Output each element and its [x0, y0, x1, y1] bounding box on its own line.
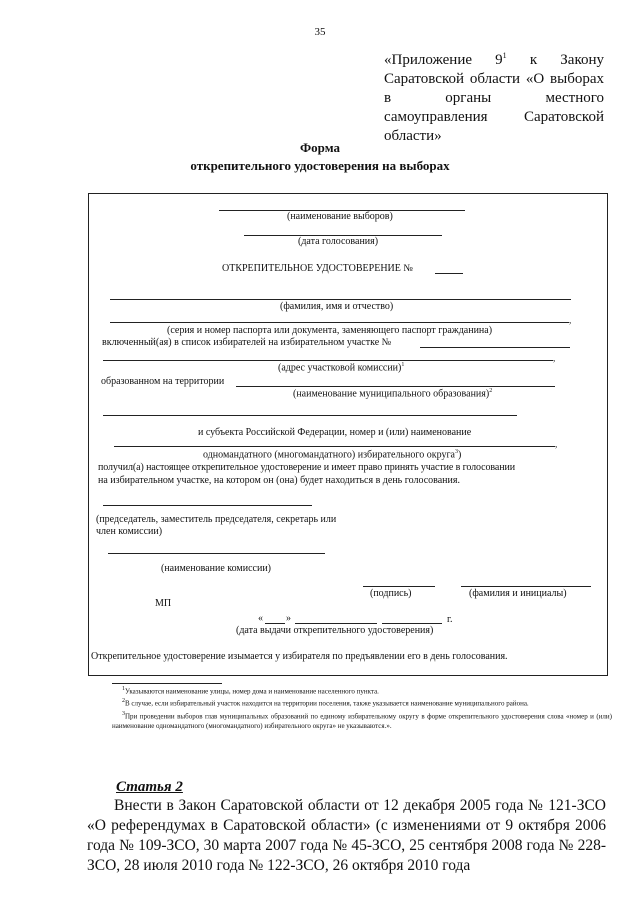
- formed-on-text: образованном на территории: [101, 376, 225, 387]
- municipality-caption: [293, 388, 492, 399]
- fio-line: [110, 299, 571, 300]
- certificate-heading: ОТКРЕПИТЕЛЬНОЕ УДОСТОВЕРЕНИЕ №: [222, 263, 413, 274]
- date-day-line: [265, 623, 285, 624]
- page-number: 35: [314, 26, 326, 38]
- footnote-3-text: При проведении выборов глав муниципальных образований по единому избирательному округу в форме открепительного удостоверения слова «номер и (или) наименование одномандатного (многомандатного) избирательного округа» не указываются.».: [112, 711, 612, 730]
- date-year-line: [382, 623, 442, 624]
- voting-date-caption: (дата голосования): [298, 236, 379, 247]
- chairman-caption-2: член комиссии): [96, 526, 163, 537]
- passport-line: [110, 322, 569, 323]
- received-line-1: получил(а) настоящее открепительное удостоверение и имеет право принять участие в голосовании: [98, 462, 515, 473]
- issue-date-caption: (дата выдачи открепительного удостоверения): [236, 625, 434, 636]
- district-comma: ,: [555, 439, 558, 449]
- subject-caption: и субъекта Российской Федерации, номер и (или) наименование: [198, 427, 472, 438]
- form-subtitle: открепительного удостоверения на выборах: [190, 158, 450, 173]
- fio-caption: (фамилия, имя и отчество): [280, 301, 394, 312]
- district-line: [114, 446, 555, 447]
- date-month-line: [295, 623, 377, 624]
- footnote-1-text: Указываются наименование улицы, номер дома и наименование населенного пункта.: [125, 687, 379, 696]
- commission-address-caption: [278, 362, 404, 373]
- form-title: Форма: [300, 140, 340, 155]
- included-text: включенный(ая) в список избирателей на избирательном участке №: [102, 337, 392, 348]
- commission-address-text: (адрес участковой комиссии): [278, 362, 402, 374]
- withdrawn-note: Открепительное удостоверение изымается у избирателя по предъявлении его в день голосования.: [91, 651, 508, 662]
- passport-caption: (серия и номер паспорта или документа, заменяющего паспорт гражданина): [167, 325, 493, 336]
- chairman-caption-1: (председатель, заместитель председателя, секретарь или: [96, 514, 337, 525]
- signature-caption: (подпись): [370, 588, 412, 599]
- commission-name-caption: (наименование комиссии): [161, 563, 272, 574]
- appendix-sup: 1: [502, 51, 507, 60]
- footnote-1-mark: 1: [122, 686, 125, 692]
- stamp-place: МП: [155, 598, 172, 609]
- date-year-suffix: г.: [447, 614, 453, 625]
- municipality-line: [236, 386, 555, 387]
- footnote-ref-2: 2: [489, 388, 493, 394]
- date-quote-close: »: [286, 613, 291, 624]
- commission-address-line: [103, 360, 553, 361]
- appendix-rest: к Закону Саратовской области «О выборах в органы местного самоуправления Саратовской области»: [384, 52, 604, 144]
- initials-caption: (фамилия и инициалы): [469, 588, 567, 599]
- appendix-reference: [384, 46, 604, 146]
- footnotes: [112, 684, 612, 731]
- subject-line: [103, 415, 517, 416]
- appendix-prefix: «Приложение 9: [384, 52, 503, 68]
- footnote-1: [112, 684, 612, 696]
- passport-comma: ,: [569, 315, 572, 325]
- district-caption: [203, 449, 461, 460]
- date-quote-open: «: [258, 613, 263, 624]
- certificate-number-line: [435, 273, 463, 274]
- footnote-ref-1: 1: [401, 362, 405, 368]
- received-line-2: на избирательном участке, на котором он (она) будет находиться в день голосования.: [98, 475, 460, 486]
- polling-station-number-line: [420, 347, 570, 348]
- district-end: ): [458, 449, 462, 461]
- footnote-3-mark: 3: [122, 710, 125, 717]
- footnote-2-text: В случае, если избирательный участок находится на территории поселения, также указывается наименование муниципального района.: [125, 699, 529, 708]
- municipality-text: (наименование муниципального образования): [293, 388, 490, 400]
- commission-name-line: [108, 553, 325, 554]
- district-text: одномандатного (многомандатного) избирательного округа: [203, 449, 455, 461]
- article-title: Статья 2: [116, 779, 183, 795]
- footnote-2: [112, 696, 612, 708]
- signature-line: [363, 586, 435, 587]
- initials-line: [461, 586, 591, 587]
- footnote-2-mark: 2: [122, 698, 125, 705]
- address-comma: ,: [553, 353, 556, 363]
- article-text: Внести в Закон Саратовской области от 12 декабря 2005 года № 121-ЗСО «О референдумах в Саратовской области» (с изменениями от 9 октября 2006 года № 109-ЗСО, 30 марта 2007 года № 45-ЗСО, 25 сентября 2008 года № 228-ЗСО, 28 июля 2010 года № 122-ЗСО, 26 октября 2010 года: [87, 797, 606, 874]
- footnote-ref-3: 3: [455, 449, 458, 455]
- chairman-line: [103, 505, 312, 506]
- footnote-3: [112, 709, 612, 731]
- election-name-caption: (наименование выборов): [287, 211, 393, 222]
